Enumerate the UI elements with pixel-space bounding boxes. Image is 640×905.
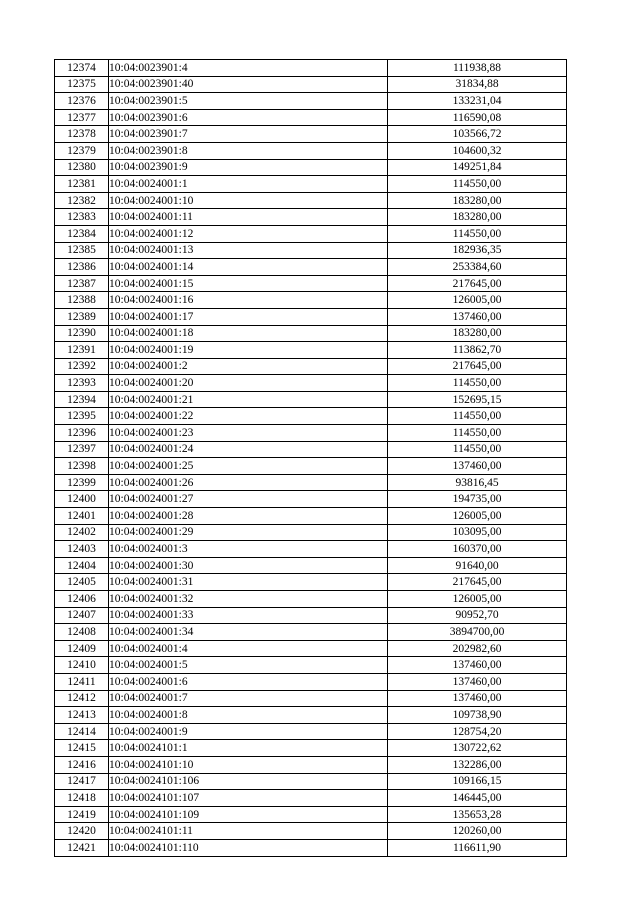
cadastral-number-cell: 10:04:0024001:17: [109, 308, 388, 325]
cadastral-number-cell: 10:04:0024101:107: [109, 790, 388, 807]
table-row: [55, 292, 567, 309]
row-number-cell: 12400: [55, 491, 109, 508]
table-row: [55, 607, 567, 624]
row-number-cell: 12401: [55, 508, 109, 525]
row-number-cell: 12404: [55, 557, 109, 574]
row-number-cell: 12413: [55, 707, 109, 724]
cadastral-value-cell: 137460,00: [388, 690, 567, 707]
cadastral-number-cell: 10:04:0024001:13: [109, 242, 388, 259]
table-row: [55, 408, 567, 425]
cadastral-value-cell: 126005,00: [388, 508, 567, 525]
table-row: [55, 673, 567, 690]
row-number-cell: 12393: [55, 375, 109, 392]
table-row: [55, 375, 567, 392]
cadastral-number-cell: 10:04:0024001:21: [109, 391, 388, 408]
table-row: [55, 391, 567, 408]
row-number-cell: 12414: [55, 723, 109, 740]
row-number-cell: 12394: [55, 391, 109, 408]
cadastral-value-cell: 146445,00: [388, 790, 567, 807]
cadastral-number-cell: 10:04:0024001:34: [109, 624, 388, 641]
cadastral-value-cell: 116611,90: [388, 839, 567, 856]
table-row: [55, 441, 567, 458]
cadastral-value-cell: 135653,28: [388, 806, 567, 823]
row-number-cell: 12376: [55, 93, 109, 110]
cadastral-number-cell: 10:04:0024001:14: [109, 259, 388, 276]
table-row: [55, 723, 567, 740]
cadastral-value-cell: 217645,00: [388, 275, 567, 292]
cadastral-value-cell: 126005,00: [388, 591, 567, 608]
cadastral-value-cell: 109166,15: [388, 773, 567, 790]
cadastral-number-cell: 10:04:0024001:11: [109, 209, 388, 226]
row-number-cell: 12416: [55, 756, 109, 773]
cadastral-value-cell: 114550,00: [388, 225, 567, 242]
row-number-cell: 12383: [55, 209, 109, 226]
cadastral-number-cell: 10:04:0023901:40: [109, 76, 388, 93]
table-row: [55, 524, 567, 541]
cadastral-number-cell: 10:04:0024001:10: [109, 192, 388, 209]
table-row: [55, 557, 567, 574]
row-number-cell: 12387: [55, 275, 109, 292]
cadastral-number-cell: 10:04:0024001:5: [109, 657, 388, 674]
table-row: [55, 93, 567, 110]
row-number-cell: 12411: [55, 673, 109, 690]
table-row: [55, 342, 567, 359]
cadastral-value-cell: 202982,60: [388, 640, 567, 657]
row-number-cell: 12379: [55, 142, 109, 159]
table-row: [55, 308, 567, 325]
table-row: [55, 690, 567, 707]
cadastral-value-cell: 113862,70: [388, 342, 567, 359]
row-number-cell: 12386: [55, 259, 109, 276]
cadastral-value-cell: 120260,00: [388, 823, 567, 840]
cadastral-number-cell: 10:04:0024101:1: [109, 740, 388, 757]
row-number-cell: 12402: [55, 524, 109, 541]
row-number-cell: 12380: [55, 159, 109, 176]
table-row: [55, 790, 567, 807]
table-row: [55, 126, 567, 143]
table-row: [55, 358, 567, 375]
table-row: [55, 806, 567, 823]
row-number-cell: 12375: [55, 76, 109, 93]
cadastral-number-cell: 10:04:0024101:106: [109, 773, 388, 790]
table-row: [55, 574, 567, 591]
cadastral-value-cell: 109738,90: [388, 707, 567, 724]
cadastral-number-cell: 10:04:0024001:2: [109, 358, 388, 375]
cadastral-number-cell: 10:04:0024001:30: [109, 557, 388, 574]
cadastral-value-cell: 114550,00: [388, 441, 567, 458]
cadastral-number-cell: 10:04:0024001:22: [109, 408, 388, 425]
cadastral-value-cell: 114550,00: [388, 375, 567, 392]
cadastral-value-cell: 217645,00: [388, 358, 567, 375]
cadastral-value-cell: 149251,84: [388, 159, 567, 176]
cadastral-number-cell: 10:04:0024001:16: [109, 292, 388, 309]
cadastral-number-cell: 10:04:0023901:9: [109, 159, 388, 176]
cadastral-value-cell: 137460,00: [388, 458, 567, 475]
cadastral-value-cell: 114550,00: [388, 408, 567, 425]
row-number-cell: 12388: [55, 292, 109, 309]
row-number-cell: 12403: [55, 541, 109, 558]
cadastral-number-cell: 10:04:0024001:32: [109, 591, 388, 608]
row-number-cell: 12381: [55, 176, 109, 193]
table-row: [55, 209, 567, 226]
cadastral-value-cell: 3894700,00: [388, 624, 567, 641]
row-number-cell: 12384: [55, 225, 109, 242]
table-row: [55, 541, 567, 558]
table-row: [55, 325, 567, 342]
cadastral-number-cell: 10:04:0024001:26: [109, 474, 388, 491]
row-number-cell: 12418: [55, 790, 109, 807]
table-row: [55, 425, 567, 442]
cadastral-number-cell: 10:04:0024001:25: [109, 458, 388, 475]
row-number-cell: 12415: [55, 740, 109, 757]
cadastral-value-cell: 114550,00: [388, 425, 567, 442]
cadastral-number-cell: 10:04:0023901:7: [109, 126, 388, 143]
cadastral-value-cell: 194735,00: [388, 491, 567, 508]
row-number-cell: 12391: [55, 342, 109, 359]
cadastral-value-cell: 217645,00: [388, 574, 567, 591]
cadastral-value-cell: 160370,00: [388, 541, 567, 558]
row-number-cell: 12419: [55, 806, 109, 823]
table-row: [55, 756, 567, 773]
table-row: [55, 657, 567, 674]
cadastral-value-cell: 116590,08: [388, 109, 567, 126]
cadastral-number-cell: 10:04:0024001:20: [109, 375, 388, 392]
row-number-cell: 12396: [55, 425, 109, 442]
cadastral-number-cell: 10:04:0023901:8: [109, 142, 388, 159]
cadastral-value-cell: 133231,04: [388, 93, 567, 110]
table-row: [55, 823, 567, 840]
cadastral-value-cell: 137460,00: [388, 673, 567, 690]
cadastral-value-cell: 31834,88: [388, 76, 567, 93]
cadastral-number-cell: 10:04:0023901:4: [109, 60, 388, 77]
table-row: [55, 640, 567, 657]
cadastral-value-cell: 111938,88: [388, 60, 567, 77]
table-row: [55, 242, 567, 259]
row-number-cell: 12410: [55, 657, 109, 674]
cadastral-number-cell: 10:04:0024001:29: [109, 524, 388, 541]
row-number-cell: 12374: [55, 60, 109, 77]
cadastral-value-cell: 91640,00: [388, 557, 567, 574]
cadastral-value-cell: 104600,32: [388, 142, 567, 159]
cadastral-value-table: [54, 59, 567, 857]
row-number-cell: 12421: [55, 839, 109, 856]
cadastral-number-cell: 10:04:0024001:15: [109, 275, 388, 292]
table-row: [55, 275, 567, 292]
row-number-cell: 12389: [55, 308, 109, 325]
cadastral-value-cell: 128754,20: [388, 723, 567, 740]
cadastral-number-cell: 10:04:0023901:6: [109, 109, 388, 126]
cadastral-value-cell: 103566,72: [388, 126, 567, 143]
table-row: [55, 458, 567, 475]
cadastral-number-cell: 10:04:0024001:19: [109, 342, 388, 359]
cadastral-number-cell: 10:04:0023901:5: [109, 93, 388, 110]
row-number-cell: 12398: [55, 458, 109, 475]
row-number-cell: 12412: [55, 690, 109, 707]
cadastral-number-cell: 10:04:0024001:18: [109, 325, 388, 342]
cadastral-value-cell: 183280,00: [388, 192, 567, 209]
table-row: [55, 259, 567, 276]
cadastral-value-cell: 103095,00: [388, 524, 567, 541]
cadastral-number-cell: 10:04:0024101:109: [109, 806, 388, 823]
cadastral-number-cell: 10:04:0024101:11: [109, 823, 388, 840]
table-row: [55, 192, 567, 209]
table-row: [55, 491, 567, 508]
cadastral-number-cell: 10:04:0024101:10: [109, 756, 388, 773]
row-number-cell: 12392: [55, 358, 109, 375]
cadastral-number-cell: 10:04:0024001:12: [109, 225, 388, 242]
cadastral-value-cell: 137460,00: [388, 657, 567, 674]
table-row: [55, 508, 567, 525]
row-number-cell: 12406: [55, 591, 109, 608]
table-row: [55, 474, 567, 491]
row-number-cell: 12385: [55, 242, 109, 259]
table-body: [55, 60, 567, 857]
row-number-cell: 12417: [55, 773, 109, 790]
table-row: [55, 225, 567, 242]
cadastral-value-cell: 253384,60: [388, 259, 567, 276]
table-row: [55, 624, 567, 641]
cadastral-number-cell: 10:04:0024001:27: [109, 491, 388, 508]
table-row: [55, 591, 567, 608]
cadastral-value-cell: 183280,00: [388, 325, 567, 342]
row-number-cell: 12399: [55, 474, 109, 491]
cadastral-number-cell: 10:04:0024001:8: [109, 707, 388, 724]
row-number-cell: 12382: [55, 192, 109, 209]
table-row: [55, 740, 567, 757]
row-number-cell: 12377: [55, 109, 109, 126]
table-row: [55, 707, 567, 724]
table-row: [55, 60, 567, 77]
table-row: [55, 159, 567, 176]
cadastral-number-cell: 10:04:0024001:3: [109, 541, 388, 558]
cadastral-value-cell: 93816,45: [388, 474, 567, 491]
cadastral-number-cell: 10:04:0024001:4: [109, 640, 388, 657]
row-number-cell: 12395: [55, 408, 109, 425]
cadastral-value-cell: 137460,00: [388, 308, 567, 325]
row-number-cell: 12390: [55, 325, 109, 342]
cadastral-number-cell: 10:04:0024001:23: [109, 425, 388, 442]
table-row: [55, 76, 567, 93]
row-number-cell: 12409: [55, 640, 109, 657]
cadastral-number-cell: 10:04:0024001:28: [109, 508, 388, 525]
table-row: [55, 142, 567, 159]
table-row: [55, 839, 567, 856]
table-row: [55, 109, 567, 126]
cadastral-number-cell: 10:04:0024001:1: [109, 176, 388, 193]
cadastral-value-cell: 182936,35: [388, 242, 567, 259]
cadastral-number-cell: 10:04:0024101:110: [109, 839, 388, 856]
cadastral-number-cell: 10:04:0024001:31: [109, 574, 388, 591]
row-number-cell: 12420: [55, 823, 109, 840]
cadastral-value-cell: 152695,15: [388, 391, 567, 408]
cadastral-number-cell: 10:04:0024001:9: [109, 723, 388, 740]
cadastral-number-cell: 10:04:0024001:24: [109, 441, 388, 458]
cadastral-value-cell: 114550,00: [388, 176, 567, 193]
row-number-cell: 12397: [55, 441, 109, 458]
cadastral-number-cell: 10:04:0024001:6: [109, 673, 388, 690]
cadastral-value-cell: 126005,00: [388, 292, 567, 309]
cadastral-number-cell: 10:04:0024001:7: [109, 690, 388, 707]
table-row: [55, 176, 567, 193]
cadastral-value-cell: 130722,62: [388, 740, 567, 757]
row-number-cell: 12405: [55, 574, 109, 591]
cadastral-number-cell: 10:04:0024001:33: [109, 607, 388, 624]
table-row: [55, 773, 567, 790]
row-number-cell: 12407: [55, 607, 109, 624]
row-number-cell: 12408: [55, 624, 109, 641]
cadastral-value-cell: 183280,00: [388, 209, 567, 226]
row-number-cell: 12378: [55, 126, 109, 143]
cadastral-value-cell: 90952,70: [388, 607, 567, 624]
cadastral-value-cell: 132286,00: [388, 756, 567, 773]
